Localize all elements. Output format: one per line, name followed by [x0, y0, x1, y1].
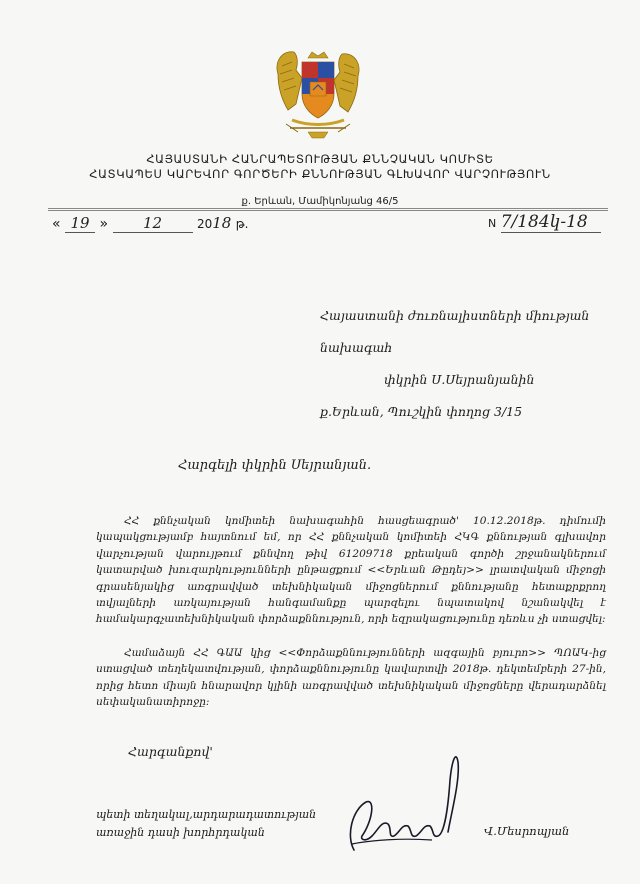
ref-number: 7/184կ-18	[501, 212, 601, 233]
recipient-line-3: փկրին Ս.Սեյրանյանին	[384, 372, 535, 387]
date-year-suffix: 18	[212, 214, 232, 232]
recipient-line-2: նախագահ	[320, 340, 393, 355]
date-month: 12	[113, 214, 193, 233]
closing-phrase: Հարգանքով'	[128, 744, 213, 759]
date-open-quote: «	[52, 216, 61, 232]
body-paragraph-2: Համաձայն ՀՀ ԳԱԱ կից <<Փորձաքննությունների ազգային բյուրո>> ՊՈԱԿ-ից ստացված տեղեկատվության, փորձաքննությունը կավարտվի 2018թ. դեկտեմբերի 27-ին, որից հետո միայն հնարավոր կլինի առգրավված տեխնիկական միջոցները վերադարձնել սեփականատիրոջը:	[96, 647, 606, 709]
office-address: ք. Երևան, Մամիկոնյանց 46/5	[241, 196, 399, 207]
department-name: ՀԱՏԿԱՊԵՍ ԿԱՐԵՎՈՐ ԳՈՐԾԵՐԻ ՔՆՆՈՒԹՅԱՆ ԳԼԽԱՎՈՐ ՎԱՐՉՈՒԹՅՈՒՆ	[89, 167, 551, 181]
date-day: 19	[65, 214, 95, 233]
ref-prefix: N	[488, 217, 497, 230]
body-paragraph-1: ՀՀ քննչական կոմիտեի նախագահին հասցեագրած' 10.12.2018թ. դիմումի կապակցությամբ հայտնում եմ, որ ՀՀ քննչական կոմիտեի ՀԿԳ քննության գլխավոր վարչության վարույթում քննվող թիվ 61209718 քրեական գործի շրջանակներում կատարված խուզարկությունների ընթացքում <<Երևան Թըդեյ>> լրատվական միջոցի գրասենյակից առգրավված տեխնիկական միջոցներում քննությանը հետաքրքրող տվյալների առկայության հանգամանքը պարզելու նպատակով նշանակվել է համակարգչատեխնիկական փորձաքննություն, որի եզրակացությունը դեռևս չի ստացվել:	[96, 515, 606, 626]
date-year-abbr: թ.	[235, 217, 249, 231]
date-year-prefix: 20	[196, 217, 213, 231]
committee-name: ՀԱՅԱՍՏԱՆԻ ՀԱՆՐԱՊԵՏՈՒԹՅԱՆ ՔՆՆՉԱԿԱՆ ԿՈՄԻՏԵ	[146, 152, 494, 166]
signatory-name: Վ.Մեսրոպյան	[484, 824, 570, 838]
signatory-title-line-2: առաջին դասի խորհրդական	[96, 826, 265, 839]
signatory-title-line-1: պետի տեղակալ,արդարադատության	[96, 808, 317, 821]
salutation: Հարգելի փկրին Սեյրանյան.	[178, 458, 372, 473]
reference-number	[488, 212, 601, 233]
letter-date	[52, 214, 248, 233]
armenian-coat-of-arms-emblem	[268, 44, 368, 144]
date-close-quote: »	[99, 216, 109, 232]
handwritten-signature	[332, 740, 512, 860]
recipient-line-1: Հայաստանի ժուռնալիստների միության	[320, 308, 590, 323]
header-divider-thin	[48, 210, 608, 211]
header-divider	[48, 208, 608, 209]
recipient-line-4: ք.Երևան, Պուշկին փողոց 3/15	[320, 404, 523, 419]
